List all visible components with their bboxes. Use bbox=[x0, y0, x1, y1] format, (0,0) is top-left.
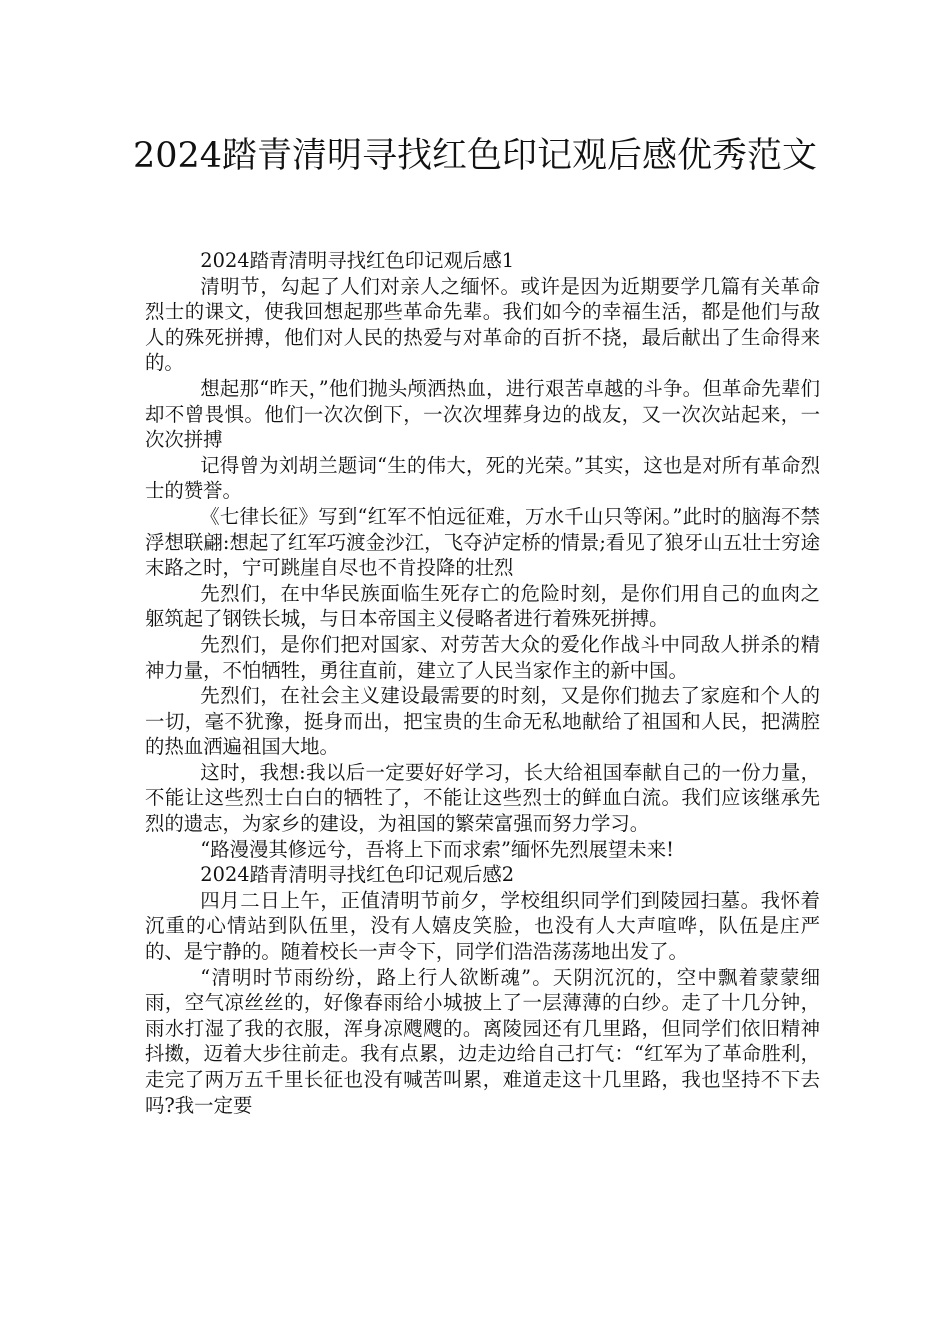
paragraph: 这时，我想:我以后一定要好好学习，长大给祖国奉献自己的一份力量，不能让这些烈士白白的牺牲了，不能让这些烈士的鲜血白流。我们应该继承先烈的遗志，为家乡的建设，为祖国的繁荣富强而努力学习。 bbox=[145, 760, 820, 836]
paragraph: 先烈们，是你们把对国家、对劳苦大众的爱化作战斗中同敌人拼杀的精神力量，不怕牺牲，勇往直前，建立了人民当家作主的新中国。 bbox=[145, 632, 820, 682]
paragraph: 《七律长征》写到“红军不怕远征难，万水千山只等闲。”此时的脑海不禁浮想联翩:想起了红军巧渡金沙江，飞夺泸定桥的情景;看见了狼牙山五壮士穷途末路之时，宁可跳崖自尽也不肯投降的壮烈 bbox=[145, 504, 820, 580]
document-body bbox=[145, 248, 820, 1118]
paragraph: 先烈们，在社会主义建设最需要的时刻，又是你们抛去了家庭和个人的一切，毫不犹豫，挺身而出，把宝贵的生命无私地献给了祖国和人民，把满腔的热血洒遍祖国大地。 bbox=[145, 684, 820, 759]
section-heading-1: 2024踏青清明寻找红色印记观后感1 bbox=[200, 249, 515, 272]
paragraph: “清明时节雨纷纷，路上行人欲断魂”。天阴沉沉的，空中飘着蒙蒙细雨，空气凉丝丝的，好像春雨给小城披上了一层薄薄的白纱。走了十几分钟，雨水打湿了我的衣服，浑身凉飕飕的。离陵园还有几里路，但同学们依旧精神抖擞，迈着大步往前走。我有点累，边走边给自己打气：“红军为了革命胜利，走完了两万五千里长征也没有喊苦叫累，难道走这十几里路，我也坚持不下去吗?我一定要 bbox=[145, 965, 820, 1117]
section-heading-2: 2024踏青清明寻找红色印记观后感2 bbox=[200, 863, 515, 887]
paragraph: 想起那“昨天，”他们抛头颅洒热血，进行艰苦卓越的斗争。但革命先辈们却不曾畏惧。他们一次次倒下，一次次埋葬身边的战友，又一次次站起来，一次次拼搏 bbox=[145, 376, 820, 452]
paragraph: “路漫漫其修远兮，吾将上下而求索”缅怀先烈展望未来! bbox=[200, 837, 674, 861]
paragraph: 清明节，勾起了人们对亲人之缅怀。或许是因为近期要学几篇有关革命烈士的课文，使我回想起那些革命先辈。我们如今的幸福生活，都是他们与敌人的殊死拼搏，他们对人民的热爱与对革命的百折不挠，最后献出了生命得来的。 bbox=[145, 274, 820, 375]
paragraph: 先烈们，在中华民族面临生死存亡的危险时刻，是你们用自己的血肉之躯筑起了钢铁长城，与日本帝国主义侵略者进行着殊死拼搏。 bbox=[145, 581, 820, 631]
paragraph: 四月二日上午，正值清明节前夕，学校组织同学们到陵园扫墓。我怀着沉重的心情站到队伍里，没有人嬉皮笑脸，也没有人大声喧哗，队伍是庄严的、是宁静的。随着校长一声令下，同学们浩浩荡荡地出发了。 bbox=[145, 888, 820, 964]
paragraph: 记得曾为刘胡兰题词“生的伟大，死的光荣。”其实，这也是对所有革命烈士的赞誉。 bbox=[145, 453, 820, 503]
document-title: 2024踏青清明寻找红色印记观后感优秀范文 bbox=[132, 136, 818, 176]
